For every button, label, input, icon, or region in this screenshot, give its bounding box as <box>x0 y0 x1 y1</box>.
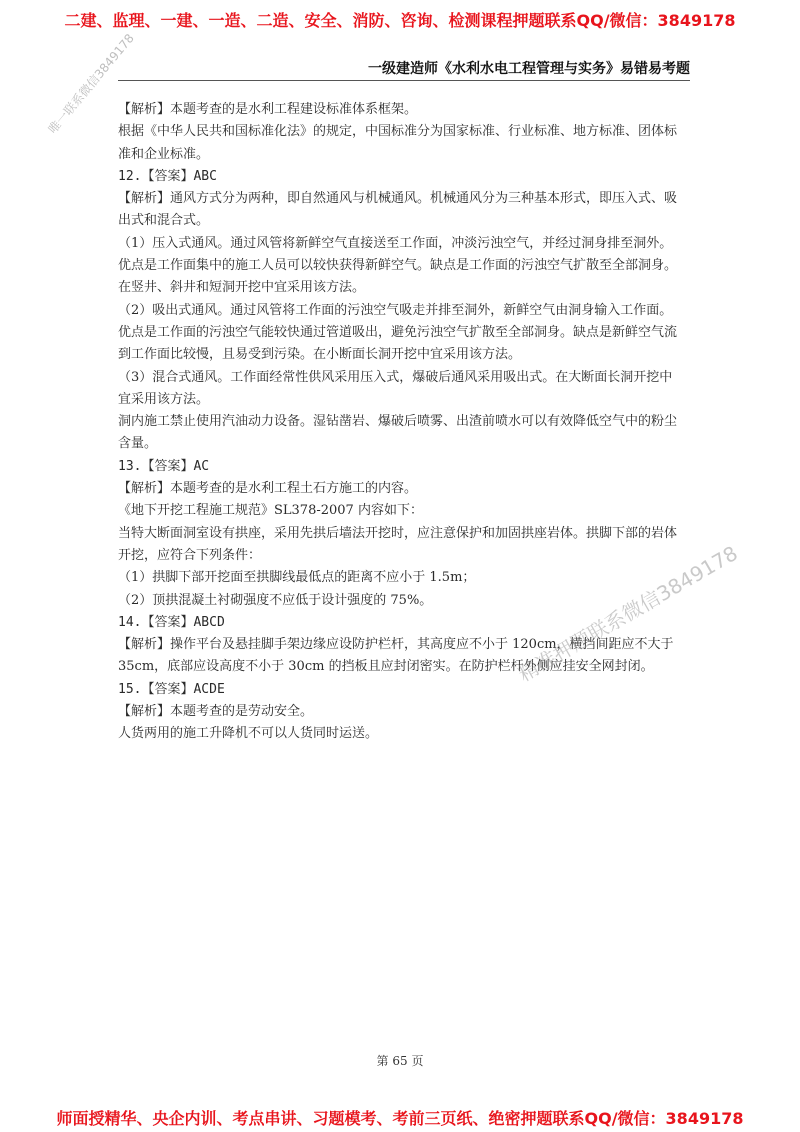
paragraph-analysis-12: 【解析】通风方式分为两种，即自然通风与机械通风。机械通风分为三种基本形式，即压入式、吸出式和混合式。 <box>118 191 678 229</box>
paragraph-hoist-rule: 人货两用的施工升降机不可以人货同时运送。 <box>118 726 379 742</box>
answer-13: 13.【答案】AC <box>118 458 210 474</box>
running-header-title: 一级建造师《水利水电工程管理与实务》易错易考题 <box>368 61 690 77</box>
paragraph-code-reference: 《地下开挖工程施工规范》SL378-2007 内容如下： <box>118 503 423 519</box>
paragraph-press-in-ventilation: （1）压入式通风。通过风管将新鲜空气直接送至工作面，冲淡污浊空气，并经过洞身排至洞外。优点是工作面集中的施工人员可以较快获得新鲜空气。缺点是工作面的污浊空气扩散至全部洞身。在竖井、斜井和短洞开挖中宜采用该方法。 <box>118 235 678 296</box>
watermark-right: 精准押题联系微信3849178 <box>514 540 742 687</box>
paragraph-arch-excavation: 当特大断面洞室设有拱座，采用先拱后墙法开挖时，应注意保护和加固拱座岩体。拱脚下部的岩体开挖，应符合下列条件： <box>118 525 678 563</box>
paragraph-dust-control: 洞内施工禁止使用汽油动力设备。湿钻凿岩、爆破后喷雾、出渣前喷水可以有效降低空气中的粉尘含量。 <box>118 414 678 452</box>
paragraph-mixed-ventilation: （3）混合式通风。工作面经常性供风采用压入式，爆破后通风采用吸出式。在大断面长洞开挖中宜采用该方法。 <box>118 369 673 407</box>
paragraph-condition-2: （2）顶拱混凝土衬砌强度不应低于设计强度的 75%。 <box>118 592 433 608</box>
paragraph-analysis-13: 【解析】本题考查的是水利工程土石方施工的内容。 <box>118 481 418 497</box>
paragraph-analysis-15: 【解析】本题考查的是劳动安全。 <box>118 704 314 720</box>
paragraph-suction-ventilation: （2）吸出式通风。通过风管将工作面的污浊空气吸走并排至洞外，新鲜空气由洞身输入工作面。优点是工作面的污浊空气能较快通过管道吸出，避免污浊空气扩散至全部洞身。缺点是新鲜空气流到工作面比较慢，且易受到污染。在小断面长洞开挖中宜采用该方法。 <box>118 302 678 363</box>
answer-15: 15.【答案】ACDE <box>118 681 225 697</box>
watermark-left: 唯一联系微信3849178 <box>45 31 137 137</box>
answer-explanation-body <box>118 99 684 746</box>
header-divider <box>118 80 690 81</box>
paragraph-standards-law: 根据《中华人民共和国标准化法》的规定，中国标准分为国家标准、行业标准、地方标准、团体标准和企业标准。 <box>118 124 678 162</box>
top-contact-banner: 二建、监理、一建、一造、二造、安全、消防、咨询、检测课程押题联系QQ/微信：3849178 <box>64 11 736 30</box>
answer-14: 14.【答案】ABCD <box>118 614 225 630</box>
bottom-contact-banner: 师面授精华、央企内训、考点串讲、习题模考、考前三页纸、绝密押题联系QQ/微信：3849178 <box>56 1109 744 1128</box>
page-number: 第 65 页 <box>376 1054 424 1068</box>
paragraph-analysis-14: 【解析】操作平台及悬挂脚手架边缘应设防护栏杆，其高度应不小于 120cm，横挡间距应不大于 35cm，底部应设高度不小于 30cm 的挡板且应封闭密实。在防护栏杆外侧应挂安全网封闭。 <box>118 637 674 675</box>
answer-12: 12.【答案】ABC <box>118 168 217 184</box>
paragraph-condition-1: （1）拱脚下部开挖面至拱脚线最低点的距离不应小于 1.5m； <box>118 570 476 586</box>
paragraph-analysis-11: 【解析】本题考查的是水利工程建设标准体系框架。 <box>118 102 418 117</box>
